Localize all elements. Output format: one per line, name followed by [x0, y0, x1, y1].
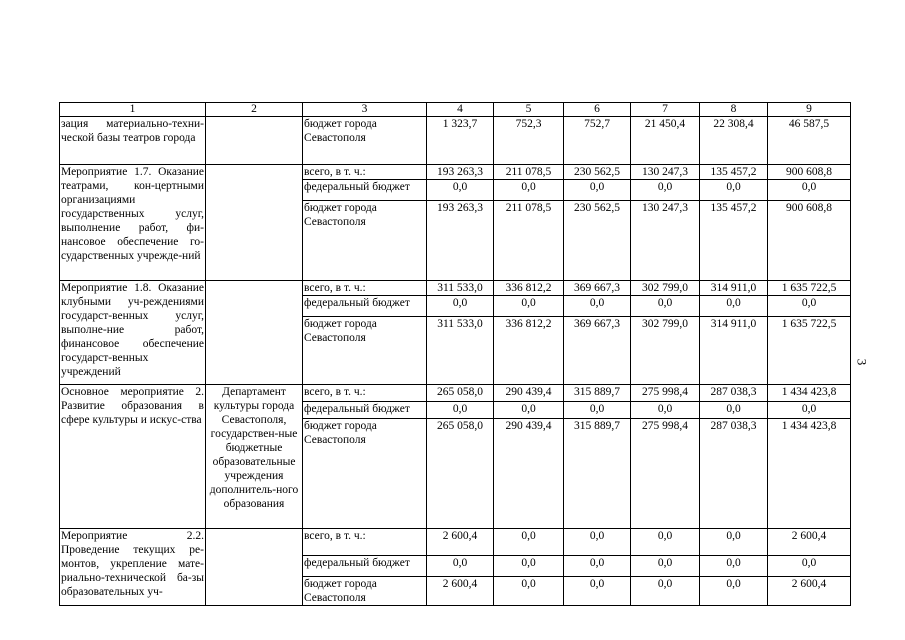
amount-cell: 2 600,4	[427, 577, 494, 606]
amount-cell: 0,0	[427, 402, 494, 419]
funding-source: всего, в т. ч.:	[303, 281, 427, 296]
amount-cell: 211 078,5	[494, 201, 564, 281]
header-cell: 7	[631, 103, 700, 117]
amount-cell: 193 263,3	[427, 201, 494, 281]
amount-cell: 1 434 423,8	[768, 419, 851, 529]
amount-cell: 302 799,0	[631, 281, 700, 296]
activity-description: Мероприятие 2.2. Проведение текущих ре-монтов, укрепление мате-риально-технической ба-зы образовательных уч-	[60, 529, 206, 606]
table-row	[60, 281, 851, 296]
responsible-executor	[206, 529, 303, 606]
amount-cell: 0,0	[494, 296, 564, 317]
amount-cell: 315 889,7	[564, 385, 631, 402]
header-cell: 8	[700, 103, 768, 117]
amount-cell: 0,0	[700, 296, 768, 317]
funding-source: федеральный бюджет	[303, 402, 427, 419]
funding-source: всего, в т. ч.:	[303, 165, 427, 180]
amount-cell: 0,0	[768, 296, 851, 317]
amount-cell: 752,3	[494, 117, 564, 165]
amount-cell: 0,0	[631, 529, 700, 556]
amount-cell: 230 562,5	[564, 165, 631, 180]
amount-cell: 0,0	[631, 296, 700, 317]
amount-cell: 314 911,0	[700, 317, 768, 385]
amount-cell: 369 667,3	[564, 317, 631, 385]
activity-description: зация материально-техни-ческой базы театров города	[60, 117, 206, 165]
amount-cell: 0,0	[427, 556, 494, 577]
amount-cell: 0,0	[631, 577, 700, 606]
amount-cell: 0,0	[631, 180, 700, 201]
responsible-executor	[206, 117, 303, 165]
responsible-executor: Департамент культуры города Севастополя, государствен-ные бюджетные образовательные учреждения дополнитель-ного образования	[206, 385, 303, 529]
funding-source: бюджет города Севастополя	[303, 419, 427, 529]
amount-cell: 0,0	[494, 577, 564, 606]
funding-source: федеральный бюджет	[303, 556, 427, 577]
table-row	[60, 117, 851, 165]
funding-source: бюджет города Севастополя	[303, 117, 427, 165]
amount-cell: 0,0	[564, 556, 631, 577]
amount-cell: 130 247,3	[631, 165, 700, 180]
header-cell: 5	[494, 103, 564, 117]
amount-cell: 275 998,4	[631, 385, 700, 402]
responsible-executor	[206, 281, 303, 385]
budget-table	[59, 102, 851, 606]
amount-cell: 0,0	[494, 556, 564, 577]
amount-cell: 0,0	[768, 556, 851, 577]
amount-cell: 0,0	[631, 402, 700, 419]
amount-cell: 21 450,4	[631, 117, 700, 165]
amount-cell: 315 889,7	[564, 419, 631, 529]
amount-cell: 336 812,2	[494, 281, 564, 296]
funding-source: бюджет города Севастополя	[303, 577, 427, 606]
amount-cell: 0,0	[700, 529, 768, 556]
amount-cell: 0,0	[768, 402, 851, 419]
amount-cell: 0,0	[564, 180, 631, 201]
funding-source: всего, в т. ч.:	[303, 385, 427, 402]
amount-cell: 311 533,0	[427, 281, 494, 296]
amount-cell: 1 635 722,5	[768, 281, 851, 296]
amount-cell: 752,7	[564, 117, 631, 165]
amount-cell: 0,0	[700, 577, 768, 606]
amount-cell: 2 600,4	[427, 529, 494, 556]
funding-source: бюджет города Севастополя	[303, 317, 427, 385]
amount-cell: 193 263,3	[427, 165, 494, 180]
header-row	[60, 103, 851, 117]
amount-cell: 265 058,0	[427, 419, 494, 529]
table-row	[60, 165, 851, 180]
activity-description: Основное мероприятие 2. Развитие образования в сфере культуры и искус-ства	[60, 385, 206, 529]
amount-cell: 0,0	[768, 180, 851, 201]
amount-cell: 302 799,0	[631, 317, 700, 385]
amount-cell: 1 635 722,5	[768, 317, 851, 385]
amount-cell: 0,0	[700, 180, 768, 201]
funding-source: федеральный бюджет	[303, 180, 427, 201]
amount-cell: 0,0	[700, 402, 768, 419]
amount-cell: 1 323,7	[427, 117, 494, 165]
amount-cell: 275 998,4	[631, 419, 700, 529]
header-cell: 4	[427, 103, 494, 117]
amount-cell: 900 608,8	[768, 165, 851, 180]
amount-cell: 230 562,5	[564, 201, 631, 281]
amount-cell: 0,0	[564, 296, 631, 317]
amount-cell: 265 058,0	[427, 385, 494, 402]
amount-cell: 0,0	[564, 529, 631, 556]
amount-cell: 0,0	[631, 556, 700, 577]
header-cell: 6	[564, 103, 631, 117]
page-number: 3	[854, 358, 870, 366]
amount-cell: 287 038,3	[700, 385, 768, 402]
amount-cell: 211 078,5	[494, 165, 564, 180]
funding-source: бюджет города Севастополя	[303, 201, 427, 281]
responsible-executor	[206, 165, 303, 281]
amount-cell: 369 667,3	[564, 281, 631, 296]
amount-cell: 0,0	[427, 180, 494, 201]
amount-cell: 1 434 423,8	[768, 385, 851, 402]
activity-description: Мероприятие 1.7. Оказание театрами, кон-цертными организациями государственных услуг, выполнение работ, фи-нансовое обеспечение го-сударственных учрежде-ний	[60, 165, 206, 281]
amount-cell: 2 600,4	[768, 529, 851, 556]
amount-cell: 22 308,4	[700, 117, 768, 165]
header-cell: 3	[303, 103, 427, 117]
table-row	[60, 385, 851, 402]
amount-cell: 0,0	[564, 577, 631, 606]
amount-cell: 135 457,2	[700, 201, 768, 281]
header-cell: 1	[60, 103, 206, 117]
amount-cell: 311 533,0	[427, 317, 494, 385]
amount-cell: 0,0	[700, 556, 768, 577]
activity-description: Мероприятие 1.8. Оказание клубными уч-реждениями государст-венных услуг, выполне-ние работ, финансовое обеспечение государст-венных учреждений	[60, 281, 206, 385]
amount-cell: 287 038,3	[700, 419, 768, 529]
amount-cell: 0,0	[494, 529, 564, 556]
amount-cell: 290 439,4	[494, 385, 564, 402]
amount-cell: 0,0	[564, 402, 631, 419]
amount-cell: 900 608,8	[768, 201, 851, 281]
amount-cell: 130 247,3	[631, 201, 700, 281]
amount-cell: 0,0	[494, 402, 564, 419]
funding-source: всего, в т. ч.:	[303, 529, 427, 556]
header-cell: 2	[206, 103, 303, 117]
amount-cell: 336 812,2	[494, 317, 564, 385]
amount-cell: 135 457,2	[700, 165, 768, 180]
amount-cell: 290 439,4	[494, 419, 564, 529]
amount-cell: 314 911,0	[700, 281, 768, 296]
amount-cell: 0,0	[427, 296, 494, 317]
amount-cell: 0,0	[494, 180, 564, 201]
header-cell: 9	[768, 103, 851, 117]
funding-source: федеральный бюджет	[303, 296, 427, 317]
table-row	[60, 529, 851, 556]
amount-cell: 46 587,5	[768, 117, 851, 165]
amount-cell: 2 600,4	[768, 577, 851, 606]
